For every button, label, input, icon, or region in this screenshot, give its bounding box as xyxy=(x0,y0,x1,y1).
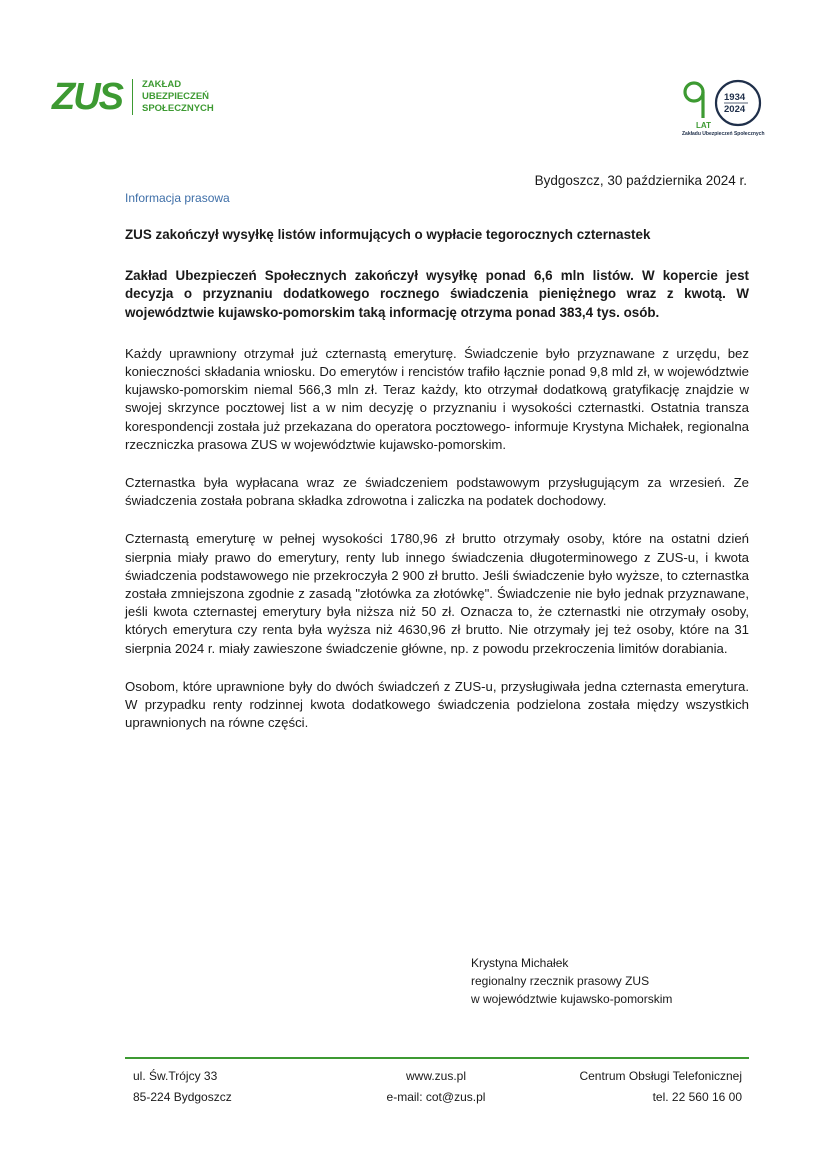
logo-line-3: SPOŁECZNYCH xyxy=(142,103,214,114)
signature-region: w województwie kujawsko-pomorskim xyxy=(471,992,673,1006)
press-release-lead: Zakład Ubezpieczeń Społecznych zakończył wysyłkę ponad 6,6 mln listów. W kopercie jest decyzja o przyznaniu dodatkowego rocznego świadczenia pieniężnego wraz z kwotą. W województwie kujawsko-pomorskim taką informację otrzyma ponad 383,4 tys. osób. xyxy=(125,268,749,320)
logo-line-2: UBEZPIECZEŃ xyxy=(142,91,210,102)
footer-contact xyxy=(384,1066,488,1108)
zus-logo-mark: ZUS xyxy=(52,76,122,118)
signature-role: regionalny rzecznik prasowy ZUS xyxy=(471,974,650,988)
footer-phone: tel. 22 560 16 00 xyxy=(652,1090,742,1104)
footer-city: 85-224 Bydgoszcz xyxy=(133,1090,232,1104)
footer-address xyxy=(133,1066,232,1108)
paragraph-2: Czternastka była wypłacana wraz ze świadczeniem podstawowym przysługującym za wrzesień. Ze świadczenia została pobrana składka zdrowotna i zaliczka na podatek dochodowy. xyxy=(125,475,749,509)
anniversary-logo xyxy=(680,78,770,140)
anniversary-emblem xyxy=(680,78,770,134)
nine-loop xyxy=(685,83,703,101)
footer-street: ul. Św.Trójcy 33 xyxy=(133,1069,218,1083)
document-type-label: Informacja prasowa xyxy=(125,191,230,205)
footer-call-center-label: Centrum Obsługi Telefonicznej xyxy=(579,1069,742,1083)
paragraph-1: Każdy uprawniony otrzymał już czternastą emeryturę. Świadczenie było przyznawane z urzędu, bez konieczności składania wniosku. Do emerytów i rencistów trafiło łącznie ponad 9,8 mld zł, w województwie kujawsko-pomorskim niemal 566,3 mln zł. Teraz każdy, kto otrzymał dodatkową gratyfikację znajdzie w swojej skrzynce pocztowej list a w nim decyzję o przyznaniu i wysokości czternastki. Ostatnia transza korespondencji została już przekazana do operatora pocztowego- informuje Krystyna Michałek, regionalna rzeczniczka prasowa ZUS w województwie kujawsko-pomorskim. xyxy=(125,345,749,452)
zus-logo xyxy=(52,78,214,116)
anniversary-lat: LAT xyxy=(696,121,711,130)
anniversary-year-end: 2024 xyxy=(724,104,746,115)
footer-call-center xyxy=(579,1066,742,1108)
document-date: Bydgoszcz, 30 października 2024 r. xyxy=(534,173,747,188)
footer-email-link[interactable]: e-mail: cot@zus.pl xyxy=(386,1090,486,1104)
footer-website-link[interactable]: www.zus.pl xyxy=(405,1069,467,1083)
anniversary-caption: Zakładu Ubezpieczeń Społecznych xyxy=(682,131,765,137)
logo-line-1: ZAKŁAD xyxy=(142,79,182,90)
anniversary-year-start: 1934 xyxy=(724,92,746,103)
paragraph-4: Osobom, które uprawnione były do dwóch świadczeń z ZUS-u, przysługiwała jedna czternasta emerytura. W przypadku renty rodzinnej kwota dodatkowego świadczenia podzielona została między wszystkich uprawnionych na równe części. xyxy=(125,678,749,731)
signature-name: Krystyna Michałek xyxy=(471,956,569,970)
press-release-body xyxy=(125,226,749,752)
signature-block xyxy=(471,954,672,1008)
zus-logo-text xyxy=(142,79,214,115)
paragraph-3: Czternastą emeryturę w pełnej wysokości 1780,96 zł brutto otrzymały osoby, które na ostatni dzień sierpnia miały prawo do emerytury, renty lub innego świadczenia długoterminowego z ZUS-u, i kwota świadczenia podstawowego nie przekroczyła 2 900 zł brutto. Jeśli świadczenie było wyższe, to czternastka została zmniejszona zgodnie z zasadą "złotówka za złotówkę". Świadczenie nie było jednak przyznawane, jeśli kwota czternastej emerytury była niższa niż 50 zł. Oznacza to, że czternastki nie otrzymały osoby, których emerytura czy renta była wyższa niż 4630,96 zł brutto. Nie otrzymały jej też osoby, które na 31 sierpnia 2024 r. miały zawieszone świadczenie główne, np. z powodu przekroczenia limitów dorabiania. xyxy=(125,531,749,656)
logo-separator xyxy=(132,79,133,115)
press-release-title: ZUS zakończył wysyłkę listów informujących o wypłacie tegorocznych czternastek xyxy=(125,227,651,242)
footer-divider xyxy=(125,1057,749,1059)
